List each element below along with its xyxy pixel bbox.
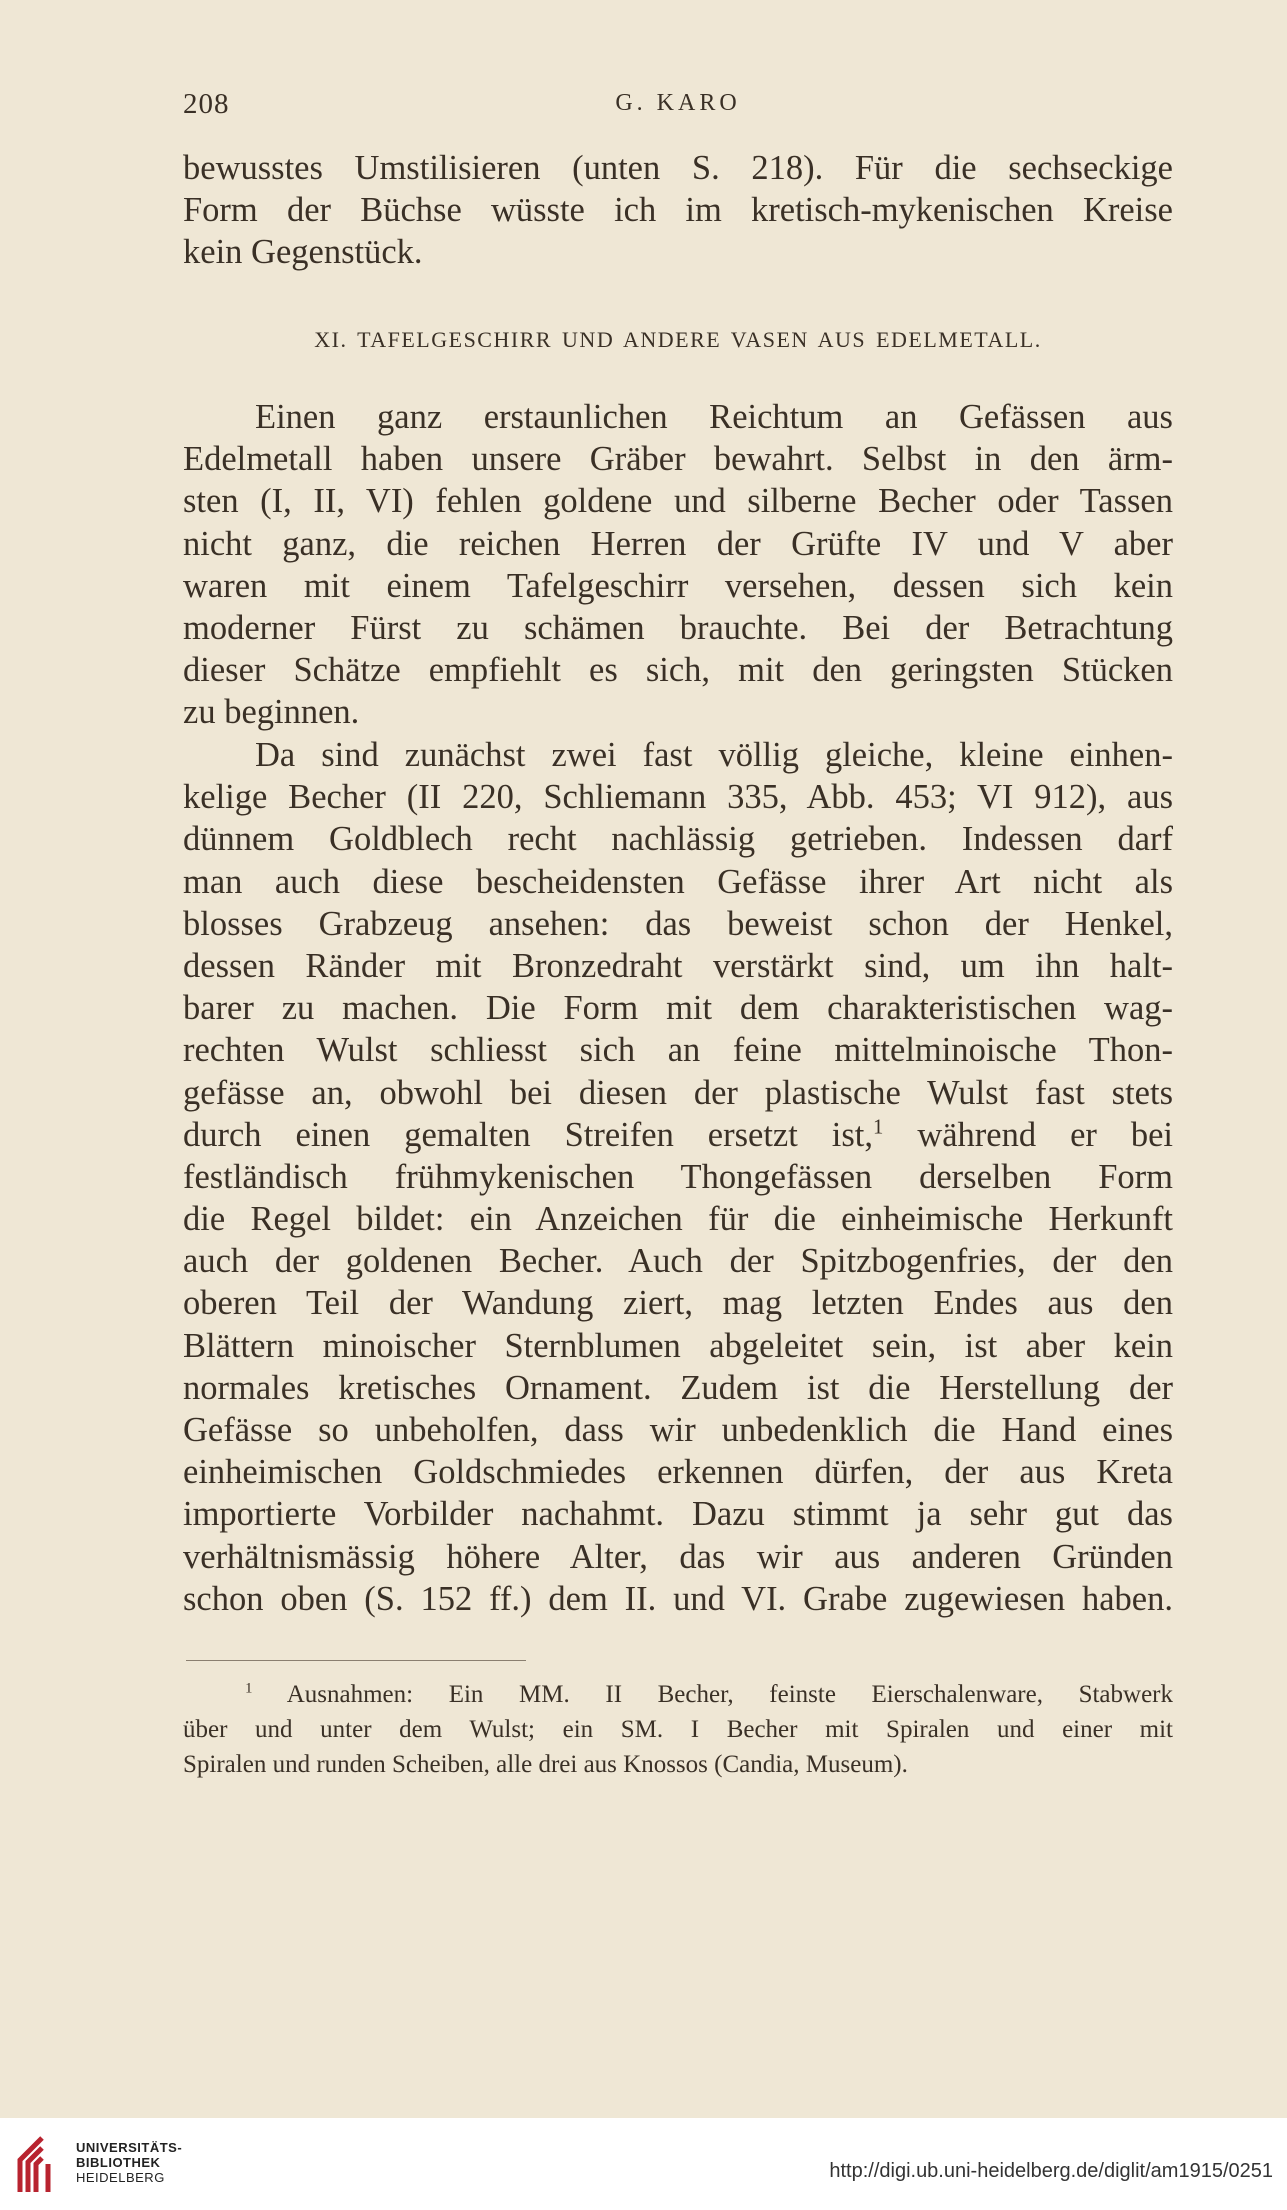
text-fragment: während er bei: [883, 1115, 1173, 1154]
library-name-line: HEIDELBERG: [76, 2170, 165, 2185]
text-line: normales kretisches Ornament. Zudem ist die Herstellung der: [183, 1368, 1173, 1407]
running-head: G. KARO: [615, 90, 741, 116]
paragraph-1: [183, 396, 1173, 734]
footnote-text: Ausnahmen: Ein MM. II Becher, feinste Eierschalenware, Stabwerk: [286, 1681, 1173, 1708]
library-logo-icon: [12, 2134, 72, 2198]
text-fragment: durch einen gemalten Streifen ersetzt ist,: [183, 1115, 874, 1154]
text-line: oberen Teil der Wandung ziert, mag letzten Endes aus den: [183, 1284, 1173, 1323]
source-url-link[interactable]: http://digi.ub.uni-heidelberg.de/diglit/am1915/0251: [829, 2160, 1273, 2182]
text-line: einheimischen Goldschmiedes erkennen dürfen, der aus Kreta: [183, 1453, 1173, 1492]
text-line: barer zu machen. Die Form mit dem charakteristischen wag-: [183, 989, 1173, 1028]
text-line: auch der goldenen Becher. Auch der Spitzbogenfries, der den: [183, 1242, 1173, 1281]
text-line: dessen Ränder mit Bronzedraht verstärkt sind, um ihn halt-: [183, 946, 1173, 985]
text-line: moderner Fürst zu schämen brauchte. Bei der Betrachtung: [183, 608, 1173, 647]
section-heading: XI. TAFELGESCHIRR UND ANDERE VASEN AUS EDELMETALL.: [314, 327, 1042, 352]
footnote-line: über und unter dem Wulst; ein SM. I Becher mit Spiralen und einer mit: [183, 1716, 1173, 1743]
footer-bar: [0, 2118, 1287, 2210]
text-line: importierte Vorbilder nachahmt. Dazu stimmt ja sehr gut das: [183, 1495, 1173, 1534]
text-line: schon oben (S. 152 ff.) dem II. und VI. Grabe zugewiesen haben.: [183, 1579, 1173, 1618]
text-line: Form der Büchse wüsste ich im kretisch-mykenischen Kreise: [183, 191, 1173, 230]
text-line: man auch diese bescheidensten Gefässe ihrer Art nicht als: [183, 862, 1173, 901]
text-line: Edelmetall haben unsere Gräber bewahrt. Selbst in den ärm-: [183, 440, 1173, 479]
text-line: gefässe an, obwohl bei diesen der plastische Wulst fast stets: [183, 1073, 1173, 1112]
text-line: festländisch frühmykenischen Thongefässen derselben Form: [183, 1157, 1173, 1196]
text-line: kelige Becher (II 220, Schliemann 335, Abb. 453; VI 912), aus: [183, 778, 1173, 817]
text-line: blosses Grabzeug ansehen: das beweist schon der Henkel,: [183, 904, 1173, 943]
intro-paragraph: [183, 147, 1173, 274]
text-line: waren mit einem Tafelgeschirr versehen, dessen sich kein: [183, 566, 1173, 605]
footnote-line: Spiralen und runden Scheiben, alle drei aus Knossos (Candia, Museum).: [183, 1751, 908, 1778]
footnote-divider: [186, 1660, 526, 1661]
text-line: dünnem Goldblech recht nachlässig getrieben. Indessen darf: [183, 820, 1173, 859]
library-name: [76, 2140, 182, 2185]
text-line-with-footnote: [183, 1114, 1173, 1156]
text-line: Einen ganz erstaunlichen Reichtum an Gefässen aus: [255, 398, 1173, 436]
text-line: verhältnismässig höhere Alter, das wir aus anderen Gründen: [183, 1537, 1173, 1576]
text-line: Gefässe so unbeholfen, dass wir unbedenklich die Hand eines: [183, 1411, 1173, 1449]
text-line: die Regel bildet: ein Anzeichen für die einheimische Herkunft: [183, 1200, 1173, 1239]
text-line: rechten Wulst schliesst sich an feine mittelminoische Thon-: [183, 1031, 1173, 1070]
footnotes: [183, 1677, 1173, 1782]
library-name-line: UNIVERSITÄTS-: [76, 2140, 183, 2155]
text-line: bewusstes Umstilisieren (unten S. 218). Für die sechseckige: [183, 149, 1173, 187]
text-line: dieser Schätze empfiehlt es sich, mit den geringsten Stücken: [183, 651, 1173, 690]
text-line: Da sind zunächst zwei fast völlig gleiche, kleine einhen-: [255, 736, 1173, 774]
footnote-marker: 1: [245, 1680, 253, 1697]
paragraph-2: [183, 734, 1173, 1620]
page-header: [183, 88, 1173, 128]
text-line: nicht ganz, die reichen Herren der Grüfte IV und V aber: [183, 524, 1173, 563]
text-line: kein Gegenstück.: [183, 233, 423, 272]
text-line: Blättern minoischer Sternblumen abgeleitet sein, ist aber kein: [183, 1326, 1173, 1365]
page-number: 208: [183, 88, 230, 120]
text-line: zu beginnen.: [183, 693, 360, 732]
library-name-line: BIBLIOTHEK: [76, 2155, 161, 2170]
text-line: sten (I, II, VI) fehlen goldene und silberne Becher oder Tassen: [183, 482, 1173, 521]
footnote-reference[interactable]: 1: [873, 1116, 884, 1139]
footnote-line: [183, 1677, 1173, 1712]
